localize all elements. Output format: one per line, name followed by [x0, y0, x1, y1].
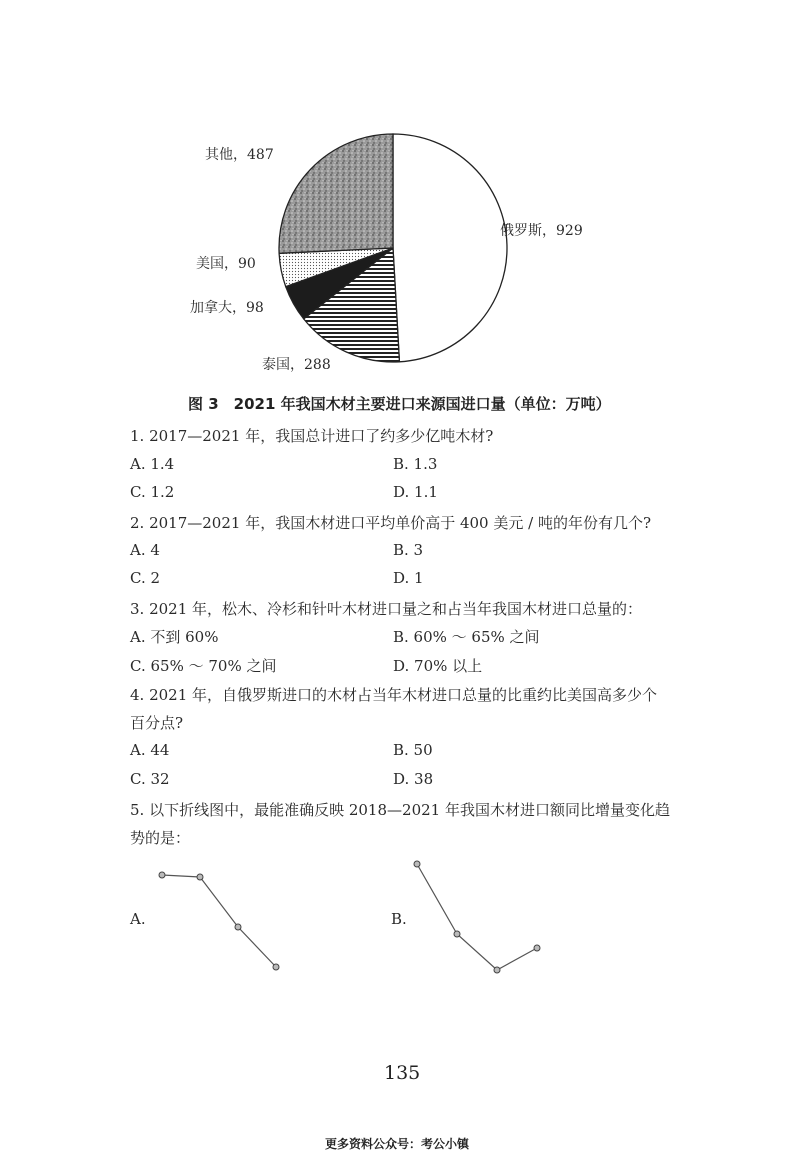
- pie-label-usa: 美国，90: [196, 256, 256, 272]
- pie-label-thailand: 泰国，288: [262, 357, 331, 373]
- q1-option-c: C. 1.2: [130, 483, 175, 501]
- q5-option-a-line-chart: [150, 860, 290, 980]
- q5-a-point: [159, 872, 165, 878]
- q2-option-b: B. 3: [393, 541, 424, 559]
- pie-label-other: 其他，487: [205, 147, 274, 163]
- question-4-stem-line2: 百分点?: [130, 714, 184, 732]
- q4-option-c: C. 32: [130, 770, 170, 788]
- q4-option-a: A. 44: [130, 741, 170, 759]
- pie-label-canada: 加拿大，98: [190, 300, 264, 316]
- question-1-stem: 1. 2017—2021 年，我国总计进口了约多少亿吨木材?: [130, 427, 494, 445]
- figure-caption: 图 3 2021 年我国木材主要进口来源国进口量（单位：万吨）: [188, 395, 611, 413]
- q2-option-c: C. 2: [130, 569, 161, 587]
- footer-note: 更多资料公众号：考公小镇: [325, 1137, 470, 1151]
- q5-b-point: [454, 931, 460, 937]
- question-5-stem-line1: 5. 以下折线图中，最能准确反映 2018—2021 年我国木材进口额同比增量变化趋: [130, 801, 670, 819]
- q3-option-a: A. 不到 60%: [130, 628, 219, 646]
- q4-option-b: B. 50: [393, 741, 433, 759]
- q5-b-point: [414, 861, 420, 867]
- q3-option-c: C. 65% ～ 70% 之间: [130, 657, 277, 675]
- q4-option-d: D. 38: [393, 770, 434, 788]
- q5-a-point: [235, 924, 241, 930]
- q5-b-point: [534, 945, 540, 951]
- q1-option-d: D. 1.1: [393, 483, 438, 501]
- page-number: 135: [384, 1062, 421, 1084]
- pie-slice-russia: [393, 134, 507, 362]
- q5-option-b-line-chart: [405, 850, 555, 980]
- pie-slice-other: [279, 134, 393, 253]
- q1-option-b: B. 1.3: [393, 455, 438, 473]
- question-4-stem-line1: 4. 2021 年，自俄罗斯进口的木材占当年木材进口总量的比重约比美国高多少个: [130, 686, 658, 704]
- q3-option-b: B. 60% ～ 65% 之间: [393, 628, 540, 646]
- pie-chart: [0, 0, 800, 400]
- q5-a-point: [197, 874, 203, 880]
- q2-option-a: A. 4: [130, 541, 160, 559]
- q5-a-line: [162, 875, 276, 967]
- question-2-stem: 2. 2017—2021 年，我国木材进口平均单价高于 400 美元 / 吨的年份有几个?: [130, 514, 651, 532]
- question-5-stem-line2: 势的是：: [130, 829, 191, 847]
- q5-b-point: [494, 967, 500, 973]
- q5-a-point: [273, 964, 279, 970]
- q3-option-d: D. 70% 以上: [393, 657, 483, 675]
- q5-option-b-label: B.: [391, 910, 407, 928]
- q1-option-a: A. 1.4: [130, 455, 175, 473]
- question-3-stem: 3. 2021 年，松木、冷杉和针叶木材进口量之和占当年我国木材进口总量的：: [130, 600, 643, 618]
- pie-label-russia: 俄罗斯，929: [500, 223, 583, 239]
- q5-b-line: [417, 864, 537, 970]
- q5-option-a-label: A.: [130, 910, 146, 928]
- q2-option-d: D. 1: [393, 569, 424, 587]
